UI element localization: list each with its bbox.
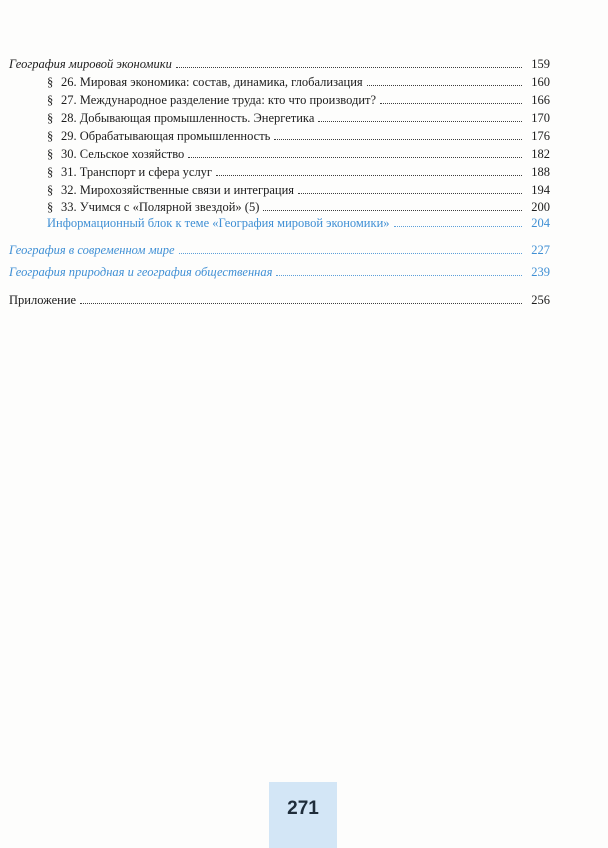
- section-mark: §: [47, 93, 54, 107]
- toc-item-label: 27. Международное разделение труда: кто что производит?: [61, 93, 377, 107]
- toc-page-number: 188: [531, 165, 550, 179]
- dot-leader: [263, 210, 522, 211]
- toc-page-number: 239: [531, 265, 550, 279]
- toc-page-number: 227: [531, 243, 550, 257]
- toc-item-32[interactable]: [47, 183, 550, 197]
- toc-page-number: 194: [531, 183, 550, 197]
- toc-item-27[interactable]: [47, 93, 550, 107]
- toc-item-31[interactable]: [47, 165, 550, 179]
- toc-page-number: 182: [531, 147, 550, 161]
- section-mark: §: [47, 75, 54, 89]
- toc-item-28[interactable]: [47, 111, 550, 125]
- dot-leader: [274, 139, 522, 140]
- toc-page-number: 176: [531, 129, 550, 143]
- toc-heading-label: География мировой экономики: [9, 57, 172, 71]
- toc-info-block-label: Информационный блок к теме «География мировой экономики»: [47, 216, 390, 230]
- toc-item-label: 31. Транспорт и сфера услуг: [61, 165, 213, 179]
- section-mark: §: [47, 147, 54, 161]
- toc-page-number: 170: [531, 111, 550, 125]
- page-number-box: [269, 782, 337, 848]
- section-mark: §: [47, 111, 54, 125]
- dot-leader: [394, 226, 522, 227]
- dot-leader: [179, 253, 522, 254]
- toc-page-number: 159: [531, 57, 550, 71]
- dot-leader: [380, 103, 522, 104]
- toc-heading-world-economy[interactable]: [9, 57, 550, 71]
- toc-page-number: 160: [531, 75, 550, 89]
- toc-appendix[interactable]: [9, 293, 550, 307]
- dot-leader: [176, 67, 522, 68]
- section-mark: §: [47, 183, 54, 197]
- dot-leader: [318, 121, 522, 122]
- dot-leader: [80, 303, 522, 304]
- toc-page-number: 256: [531, 293, 550, 307]
- toc-item-26[interactable]: [47, 75, 550, 89]
- toc-appendix-label: Приложение: [9, 293, 77, 307]
- toc-item-label: 28. Добывающая промышленность. Энергетика: [61, 111, 315, 125]
- dot-leader: [216, 175, 522, 176]
- toc-page-number: 166: [531, 93, 550, 107]
- toc-item-label: 32. Мирохозяйственные связи и интеграция: [61, 183, 295, 197]
- section-mark: §: [47, 200, 54, 214]
- toc-page-number: 200: [531, 200, 550, 214]
- toc-item-30[interactable]: [47, 147, 550, 161]
- section-mark: §: [47, 165, 54, 179]
- page-number: 271: [287, 798, 319, 819]
- dot-leader: [276, 275, 522, 276]
- dot-leader: [298, 193, 522, 194]
- toc-heading-natural-social[interactable]: [9, 265, 550, 279]
- toc-heading-label: География природная и география общественная: [9, 265, 273, 279]
- toc-item-label: 33. Учимся с «Полярной звездой» (5): [61, 200, 260, 214]
- toc-item-label: 29. Обрабатывающая промышленность: [61, 129, 271, 143]
- toc-item-29[interactable]: [47, 129, 550, 143]
- toc-page-number: 204: [531, 216, 550, 230]
- dot-leader: [367, 85, 522, 86]
- toc-item-33[interactable]: [47, 200, 550, 214]
- toc-heading-modern-world[interactable]: [9, 243, 550, 257]
- toc-info-block[interactable]: [47, 216, 550, 230]
- dot-leader: [188, 157, 522, 158]
- toc-heading-label: География в современном мире: [9, 243, 175, 257]
- toc-item-label: 30. Сельское хозяйство: [61, 147, 185, 161]
- section-mark: §: [47, 129, 54, 143]
- toc-item-label: 26. Мировая экономика: состав, динамика, глобализация: [61, 75, 363, 89]
